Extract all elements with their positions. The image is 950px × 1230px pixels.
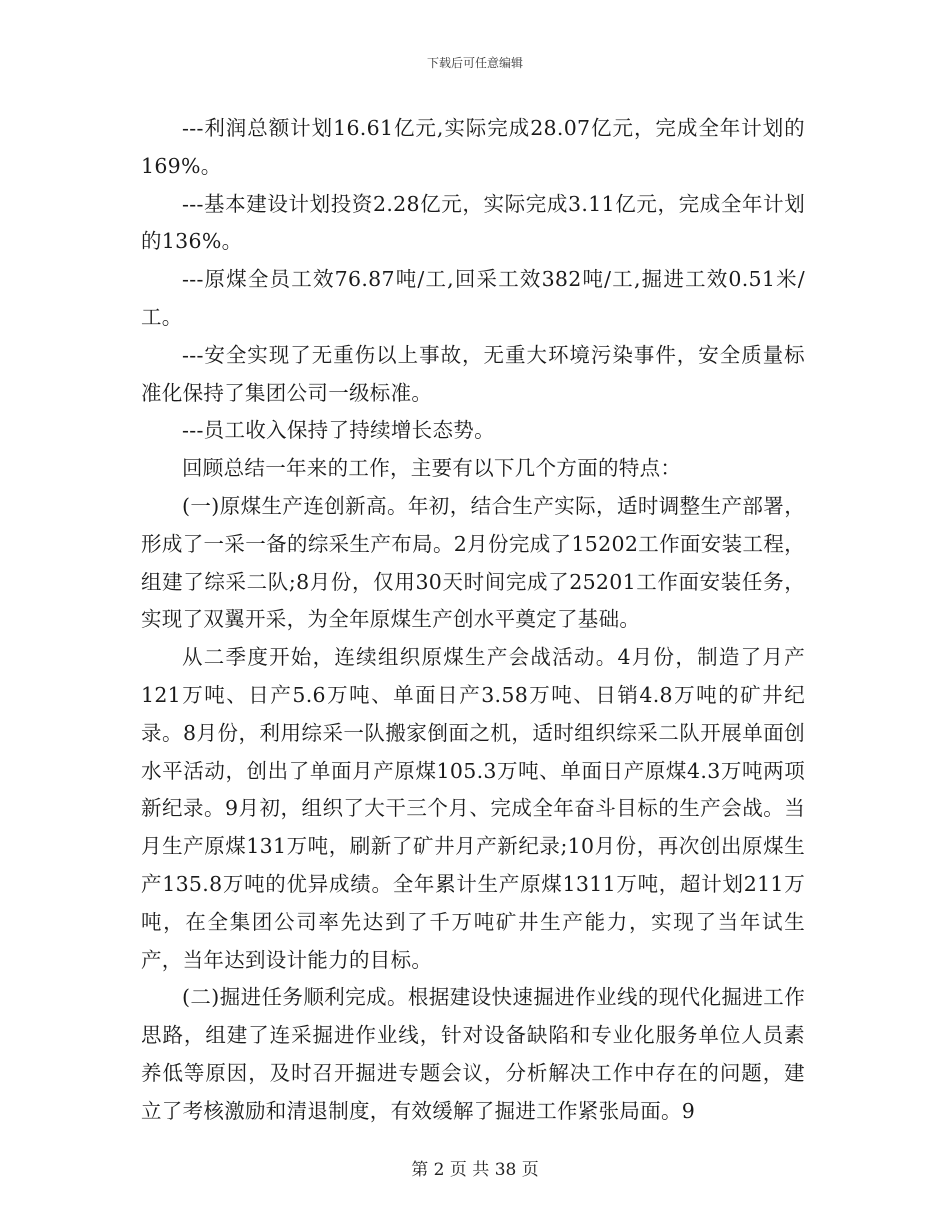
page-header: 下载后可任意编辑 [426, 56, 523, 70]
paragraph: 从二季度开始，连续组织原煤生产会战活动。4月份，制造了月产121万吨、日产5.6万吨、单面日产3.58万吨、日销4.8万吨的矿井纪录。8月份，利用综采一队搬家倒面之机，适时组织综采二队开展单面创水平活动，创出了单面月产原煤105.3万吨、单面日产原煤4.3万吨两项新纪录。9月初，组织了大干三个月、完成全年奋斗目标的生产会战。当月生产原煤131万吨，刷新了矿井月产新纪录;10月份，再次创出原煤生产135.8万吨的优异成绩。全年累计生产原煤1311万吨，超计划211万吨，在全集团公司率先达到了千万吨矿井生产能力，实现了当年试生产，当年达到设计能力的目标。 [141, 645, 805, 972]
paragraph: ---原煤全员工效76.87吨/工,回采工效382吨/工,掘进工效0.51米/工。 [141, 267, 805, 329]
paragraph: (二)掘进任务顺利完成。根据建设快速掘进作业线的现代化掘进工作思路，组建了连采掘进作业线，针对设备缺陷和专业化服务单位人员素养低等原因，及时召开掘进专题会议，分析解决工作中存在的问题，建立了考核激励和清退制度，有效缓解了掘进工作紧张局面。9 [141, 985, 805, 1123]
document-body [141, 110, 805, 1131]
page-number-footer: 第 2 页 共 38 页 [411, 1160, 539, 1180]
paragraph: (一)原煤生产连创新高。年初，结合生产实际，适时调整生产部署，形成了一采一备的综采生产布局。2月份完成了15202工作面安装工程，组建了综采二队;8月份，仅用30天时间完成了25201工作面安装任务，实现了双翼开采，为全年原煤生产创水平奠定了基础。 [141, 493, 805, 632]
paragraph: ---员工收入保持了持续增长态势。 [182, 418, 495, 443]
paragraph: 回顾总结一年来的工作，主要有以下几个方面的特点： [182, 456, 682, 481]
paragraph: ---安全实现了无重伤以上事故，无重大环境污染事件，安全质量标准化保持了集团公司一级标准。 [141, 342, 805, 405]
paragraph: ---基本建设计划投资2.28亿元，实际完成3.11亿元，完成全年计划的136%。 [141, 191, 805, 254]
paragraph: ---利润总额计划16.61亿元,实际完成28.07亿元，完成全年计划的169%。 [141, 116, 805, 178]
